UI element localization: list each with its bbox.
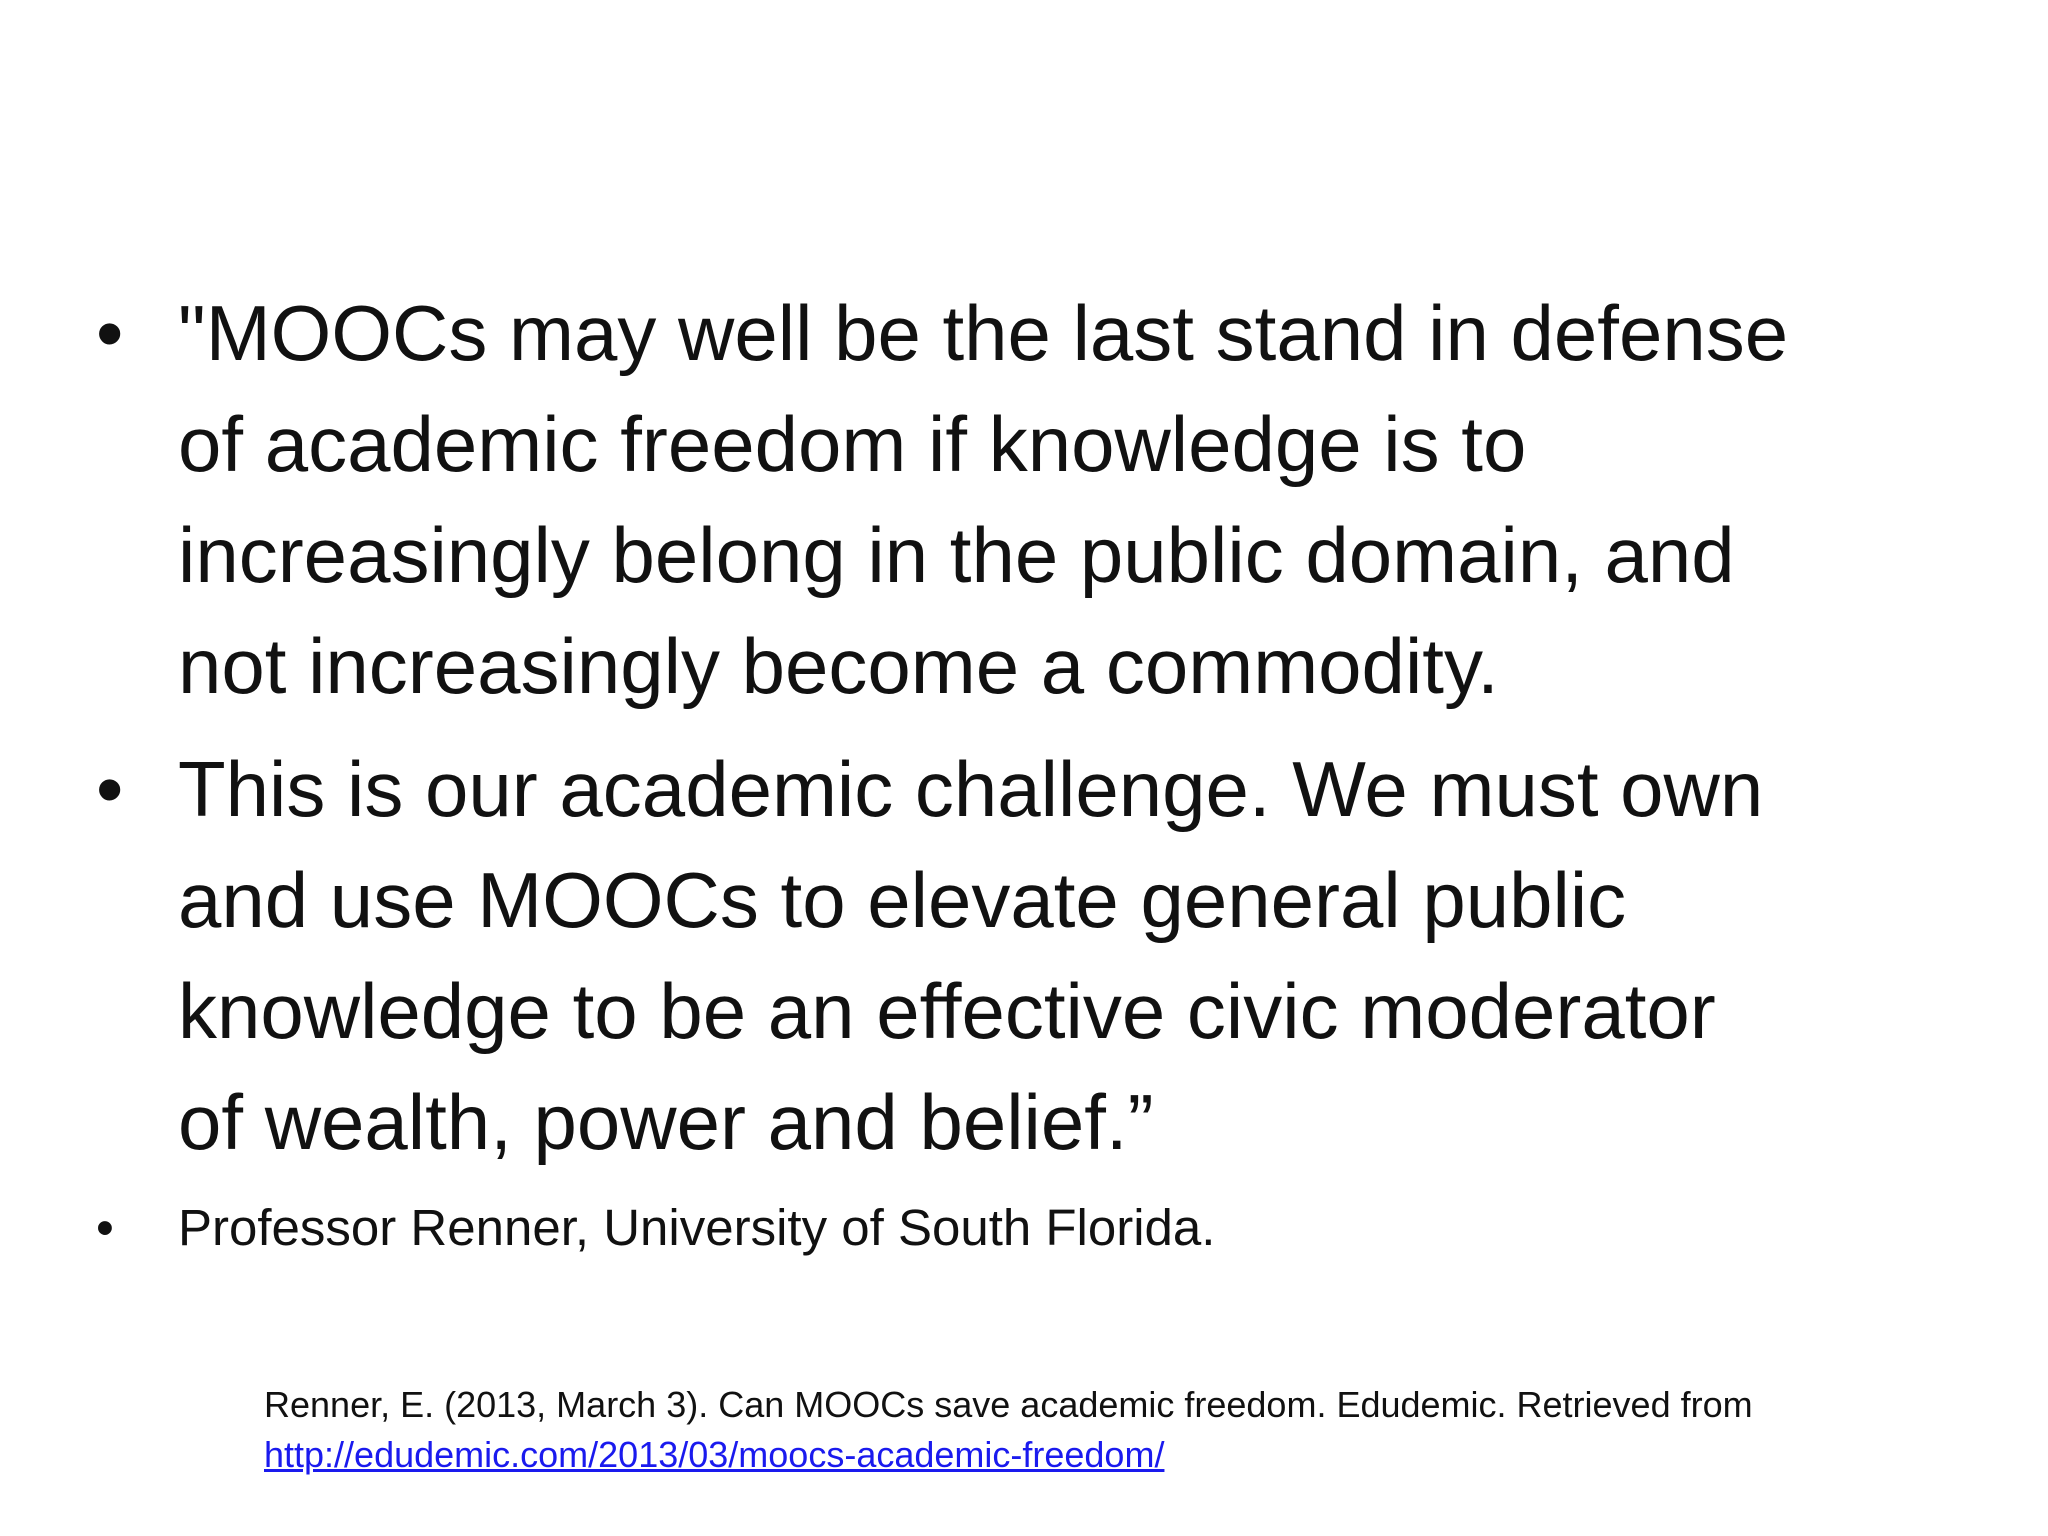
bullet-dot: •: [96, 289, 124, 377]
citation: [264, 1380, 1753, 1480]
quote-line: of wealth, power and belief.”: [178, 1078, 1154, 1166]
quote-line: knowledge to be an effective civic moderator: [178, 967, 1716, 1055]
citation-text: Renner, E. (2013, March 3). Can MOOCs save academic freedom. Edudemic. Retrieved from: [264, 1384, 1753, 1425]
quote-line: increasingly belong in the public domain, and: [178, 511, 1735, 599]
quote-line: "MOOCs may well be the last stand in defense: [178, 289, 1789, 377]
bullet-quote-part-2: [96, 734, 1956, 1178]
attribution-text: Professor Renner, University of South Florida.: [178, 1199, 1216, 1256]
bullet-dot: •: [96, 745, 124, 833]
quote-line: not increasingly become a commodity.: [178, 622, 1499, 710]
bullet-dot: •: [96, 1199, 114, 1256]
bullet-quote-part-1: [96, 278, 1956, 722]
citation-link[interactable]: http://edudemic.com/2013/03/moocs-academic-freedom/: [264, 1434, 1165, 1475]
quote-line: and use MOOCs to elevate general public: [178, 856, 1627, 944]
bullet-attribution: [96, 1190, 1956, 1266]
quote-line: of academic freedom if knowledge is to: [178, 400, 1527, 488]
bullet-list: [96, 278, 1956, 1266]
quote-line: This is our academic challenge. We must own: [178, 745, 1764, 833]
